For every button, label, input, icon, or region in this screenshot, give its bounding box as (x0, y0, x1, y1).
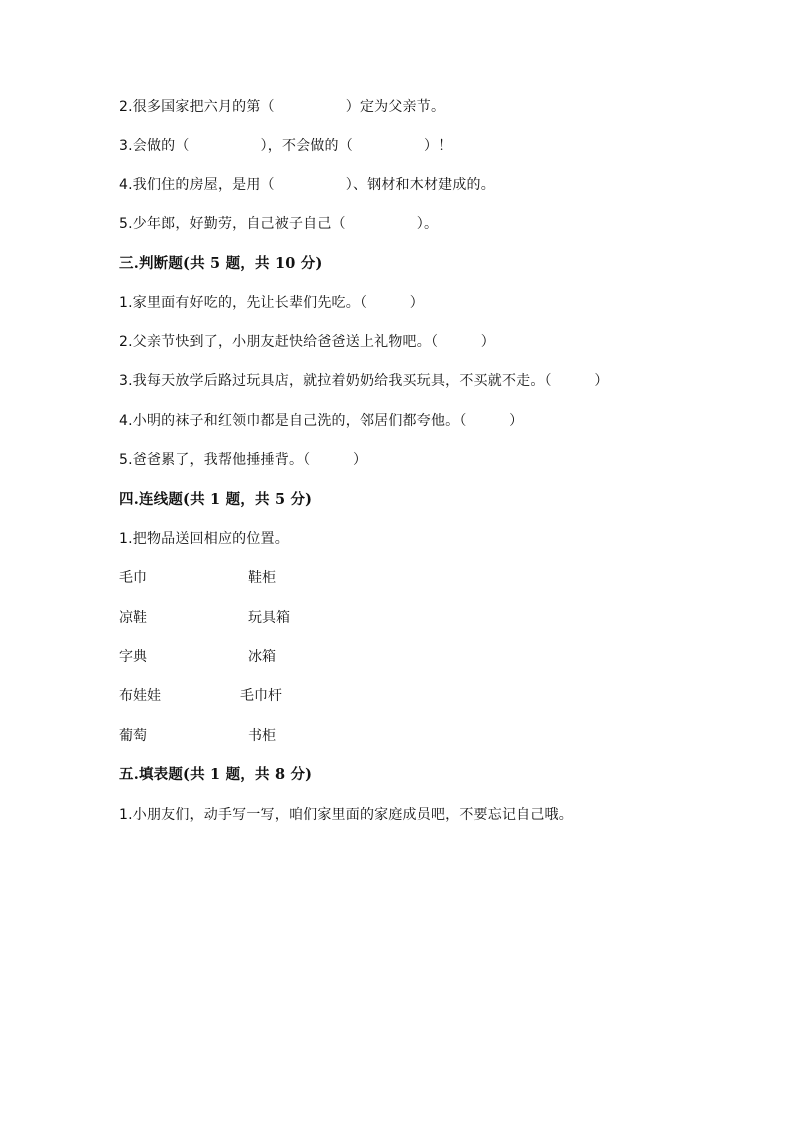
table-question: 1.小朋友们，动手写一写，咱们家里面的家庭成员吧，不要忘记自己哦。 (119, 807, 573, 823)
match-left-item: 葡萄 (119, 728, 147, 744)
matching-question: 1.把物品送回相应的位置。 (119, 531, 289, 547)
section4-heading: 四.连线题(共 1 题，共 5 分) (119, 491, 313, 508)
match-right-item: 冰箱 (248, 649, 276, 665)
judge-item-4: 4.小明的袜子和红领巾都是自己洗的，邻居们都夸他。（ ） (119, 413, 524, 429)
judge-item-2: 2.父亲节快到了，小朋友赶快给爸爸送上礼物吧。（ ） (119, 334, 495, 350)
judge-item-5: 5.爸爸累了，我帮他捶捶背。（ ） (119, 452, 368, 468)
fill-blank-q4: 4.我们住的房屋，是用（ ）、钢材和木材建成的。 (119, 177, 495, 193)
judge-item-1: 1.家里面有好吃的，先让长辈们先吃。（ ） (119, 295, 424, 311)
fill-blank-q5: 5.少年郎，好勤劳，自己被子自己（ ）。 (119, 216, 439, 232)
judge-item-3: 3.我每天放学后路过玩具店，就拉着奶奶给我买玩具，不买就不走。（ ） (119, 373, 609, 389)
match-right-item: 玩具箱 (248, 610, 290, 626)
match-right-item: 书柜 (248, 728, 276, 744)
match-right-item: 鞋柜 (248, 570, 276, 586)
match-left-item: 字典 (119, 649, 147, 665)
section3-heading: 三.判断题(共 5 题，共 10 分) (119, 255, 323, 272)
match-left-item: 凉鞋 (119, 610, 147, 626)
match-left-item: 布娃娃 (119, 688, 161, 704)
section5-heading: 五.填表题(共 1 题，共 8 分) (119, 766, 313, 783)
fill-blank-q3: 3.会做的（ ），不会做的（ ）！ (119, 138, 453, 154)
match-left-item: 毛巾 (119, 570, 147, 586)
fill-blank-q2: 2.很多国家把六月的第（ ）定为父亲节。 (119, 99, 446, 115)
match-right-item: 毛巾杆 (240, 688, 282, 704)
